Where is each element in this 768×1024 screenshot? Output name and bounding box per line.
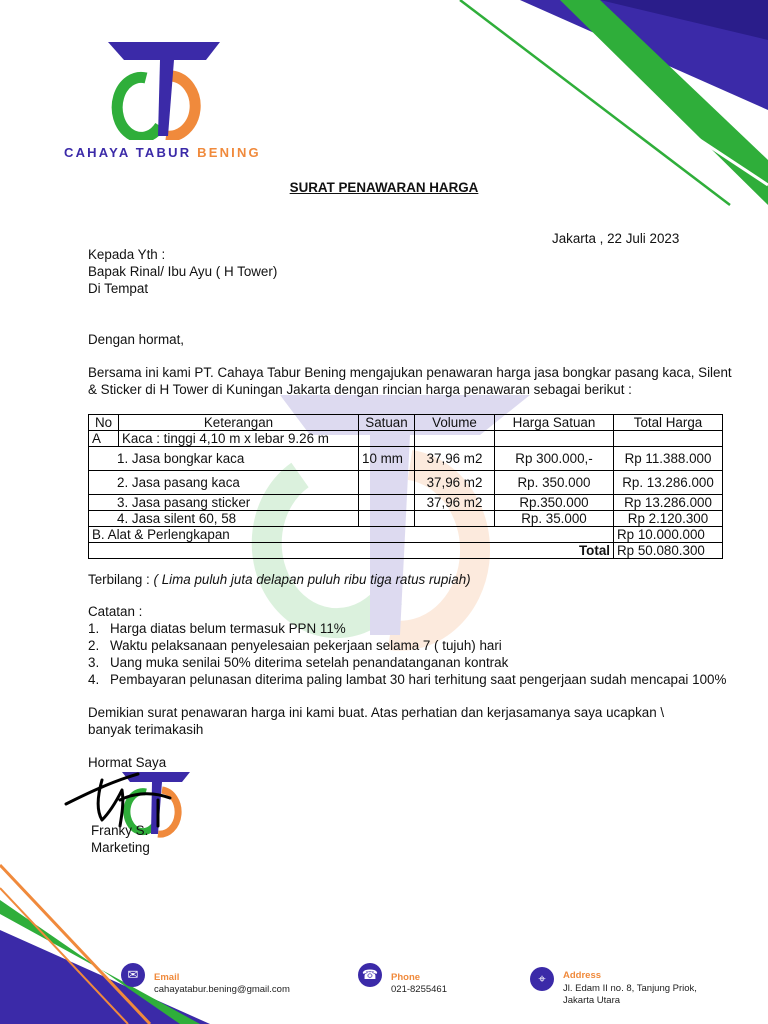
item-unit: [359, 471, 415, 495]
section-a-no: A: [89, 431, 119, 447]
company-name-part1: CAHAYA TABUR: [64, 145, 192, 160]
total-row: [89, 543, 723, 559]
footer-decoration: [0, 850, 768, 1024]
item-price: Rp. 350.000: [495, 471, 614, 495]
signer-name: Franky S.: [91, 823, 149, 838]
table-row: [89, 447, 723, 471]
phone-icon: ☎: [358, 963, 382, 987]
document-title: SURAT PENAWARAN HARGA: [289, 180, 479, 195]
offer-table: [88, 414, 723, 559]
item-desc: 1. Jasa bongkar kaca: [89, 447, 359, 471]
item-total: Rp. 13.286.000: [614, 471, 723, 495]
item-price: Rp.350.000: [495, 495, 614, 511]
item-total: Rp 11.388.000: [614, 447, 723, 471]
header-no: No: [89, 415, 119, 431]
table-row: [89, 511, 723, 527]
header-total-harga: Total Harga: [614, 415, 723, 431]
address-label: Address: [563, 970, 602, 981]
phone-value: 021-8255461: [391, 984, 447, 995]
item-total: Rp 2.120.300: [614, 511, 723, 527]
item-volume: 37,96 m2: [415, 471, 495, 495]
note-text: Uang muka senilai 50% diterima setelah penandatanganan kontrak: [110, 655, 509, 670]
item-volume: 37,96 m2: [415, 495, 495, 511]
header-keterangan: Keterangan: [119, 415, 359, 431]
letter-date: Jakarta , 22 Juli 2023: [552, 231, 680, 246]
closing-line-1: Demikian surat penawaran harga ini kami buat. Atas perhatian dan kerjasamanya saya ucapkan \: [88, 705, 665, 720]
item-volume: [415, 511, 495, 527]
note-number: 1.: [88, 621, 100, 636]
signer-position: Marketing: [91, 840, 150, 855]
item-unit: [359, 511, 415, 527]
email-label: Email: [154, 972, 180, 983]
phone-label: Phone: [391, 972, 421, 983]
header-satuan: Satuan: [359, 415, 415, 431]
intro-line-2: & Sticker di H Tower di Kuningan Jakarta dengan rincian harga penawaran sebagai berikut :: [88, 382, 632, 397]
terbilang: [88, 572, 471, 588]
note-number: 4.: [88, 672, 100, 687]
note-item: [88, 621, 346, 637]
note-number: 2.: [88, 638, 100, 653]
item-desc: 2. Jasa pasang kaca: [89, 471, 359, 495]
note-item: [88, 672, 726, 688]
email-value: cahayatabur.bening@gmail.com: [154, 984, 290, 995]
company-name: [64, 145, 261, 160]
terbilang-value: ( Lima puluh juta delapan puluh ribu tiga ratus rupiah): [153, 572, 471, 587]
section-a-row: [89, 431, 723, 447]
section-b-total: Rp 10.000.000: [614, 527, 723, 543]
email-icon: ✉: [121, 963, 145, 987]
item-price: Rp 300.000,-: [495, 447, 614, 471]
item-desc: 3. Jasa pasang sticker: [89, 495, 359, 511]
total-value: Rp 50.080.300: [614, 543, 723, 559]
greeting: Dengan hormat,: [88, 332, 185, 347]
table-row: [89, 471, 723, 495]
regards: Hormat Saya: [88, 755, 167, 770]
note-text: Pembayaran pelunasan diterima paling lambat 30 hari terhitung saat pengerjaan sudah mencapai 100%: [110, 672, 727, 687]
note-text: Waktu pelaksanaan penyelesaian pekerjaan selama 7 ( tujuh) hari: [110, 638, 502, 653]
item-volume: 37,96 m2: [415, 447, 495, 471]
section-a-desc: Kaca : tinggi 4,10 m x lebar 9.26 m: [119, 431, 359, 447]
total-label: Total: [89, 543, 614, 559]
item-desc: 4. Jasa silent 60, 58: [89, 511, 359, 527]
item-price: Rp. 35.000: [495, 511, 614, 527]
note-number: 3.: [88, 655, 100, 670]
recipient-line-3: Di Tempat: [88, 281, 149, 296]
address-line-2: Jakarta Utara: [563, 995, 621, 1006]
closing-line-2: banyak terimakasih: [88, 722, 204, 737]
note-text: Harga diatas belum termasuk PPN 11%: [110, 621, 346, 636]
address-line-1: Jl. Edam II no. 8, Tanjung Priok,: [563, 983, 697, 994]
company-logo: [108, 40, 220, 140]
item-unit: 10 mm: [359, 447, 415, 471]
header-volume: Volume: [415, 415, 495, 431]
note-item: [88, 655, 508, 671]
table-header-row: [89, 415, 723, 431]
table-row: [89, 495, 723, 511]
item-total: Rp 13.286.000: [614, 495, 723, 511]
note-item: [88, 638, 502, 654]
notes-heading: Catatan :: [88, 604, 143, 619]
header-harga-satuan: Harga Satuan: [495, 415, 614, 431]
recipient-line-1: Kepada Yth :: [88, 247, 166, 262]
section-b-desc: B. Alat & Perlengkapan: [89, 527, 614, 543]
intro-line-1: Bersama ini kami PT. Cahaya Tabur Bening mengajukan penawaran harga jasa bongkar pasang kaca, Silent: [88, 365, 732, 380]
terbilang-label: Terbilang :: [88, 572, 154, 587]
section-b-row: [89, 527, 723, 543]
location-pin-icon: ⌖: [530, 967, 554, 991]
company-name-part2: BENING: [197, 145, 261, 160]
item-unit: [359, 495, 415, 511]
recipient-line-2: Bapak Rinal/ Ibu Ayu ( H Tower): [88, 264, 278, 279]
